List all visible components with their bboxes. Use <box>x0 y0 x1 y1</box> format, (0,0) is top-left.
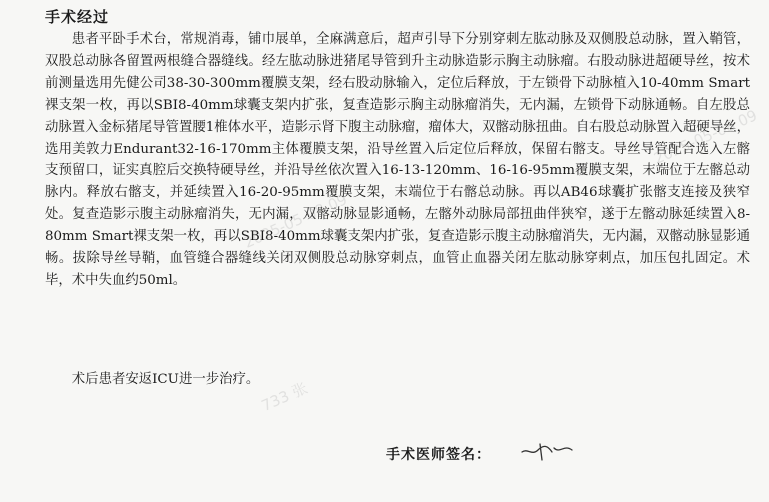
watermark: 733 张 <box>258 378 311 416</box>
handwritten-signature <box>518 438 578 464</box>
procedure-paragraph: 患者平卧手术台，常规消毒，铺巾展单，全麻满意后，超声引导下分别穿刺左肱动脉及双侧股总动脉，置入鞘管，双股总动脉各留置两根缝合器缝线。经左肱动脉进猪尾导管到升主动脉造影示胸主动脉瘤。右股动脉进超硬导丝，按术前测量选用先健公司38-30-300mm覆膜支架，经右股动脉输入，定位后释放，于左锁骨下动脉植入10-40mm Smart裸支架一枚，再以SBI8-40mm球囊支架内扩张，复查造影示胸主动脉瘤消失，无内漏，左锁骨下动脉通畅。自左股总动脉置入金标猪尾导管置腰1椎体水平，造影示肾下腹主动脉瘤，瘤体大，双髂动脉扭曲。自右股总动脉置入超硬导丝，选用美敦力Endurant32-16-170mm主体覆膜支架，沿导丝置入后定位后释放，保留右髂支。导丝导管配合选入左髂支预留口，证实真腔后交换特硬导丝，并沿导丝依次置入16-13-120mm、16-16-95mm覆膜支架，末端位于左髂总动脉内。释放右髂支，并延续置入16-20-95mm覆膜支架，末端位于右髂总动脉。再以AB46球囊扩张髂支连接及狭窄处。复查造影示腹主动脉瘤消失，无内漏，双髂动脉显影通畅，左髂外动脉局部扭曲伴狭窄，遂于左髂动脉延续置入8-80mm Smart裸支架一枚，再以SBI8-40mm球囊支架内扩张，复查造影示腹主动脉瘤消失，无内漏，双髂动脉显影通畅。拔除导丝导鞘，血管缝合器缝线关闭双侧股总动脉穿刺点，血管止血器关闭左肱动脉穿刺点，加压包扎固定。术毕，术中失血约50ml。 <box>45 32 750 288</box>
postop-paragraph: 术后患者安返ICU进一步治疗。 <box>71 372 260 387</box>
watermark: 2025-05-08 09 <box>241 190 350 252</box>
section-heading: 手术经过 <box>45 8 110 26</box>
watermark: 2025-05-08 09 <box>651 106 760 168</box>
signature-label: 手术医师签名： <box>386 447 491 463</box>
